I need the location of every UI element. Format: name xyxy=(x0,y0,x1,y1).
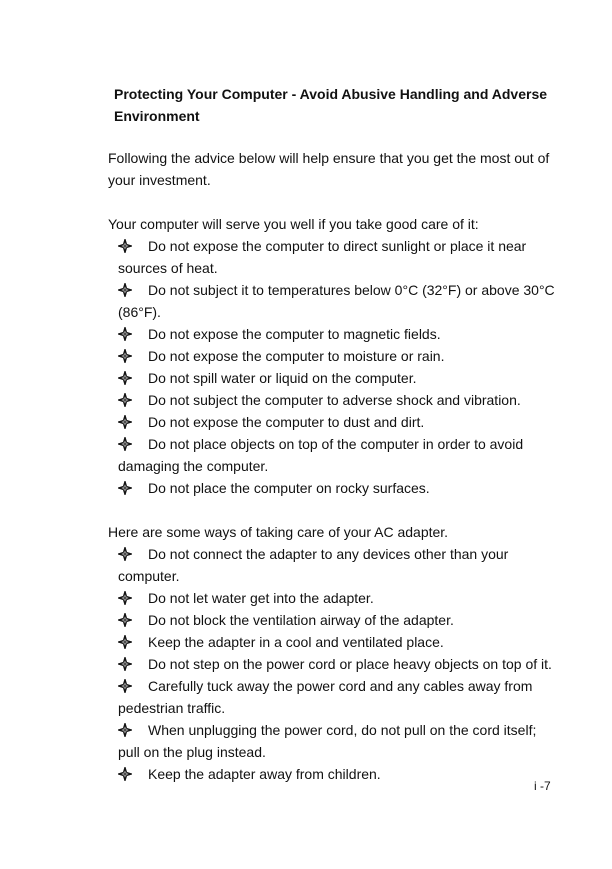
compass-star-icon xyxy=(118,239,134,253)
list-item: When unplugging the power cord, do not pull on the cord itself; pull on the plug instead. xyxy=(118,722,537,760)
compass-star-icon xyxy=(118,613,134,627)
list-item: Do not subject it to temperatures below 0°C (32°F) or above 30°C (86°F). xyxy=(118,282,555,320)
list-item: Do not step on the power cord or place heavy objects on top of it. xyxy=(108,653,558,675)
compass-star-icon xyxy=(118,679,134,693)
compass-star-icon xyxy=(118,591,134,605)
computer-care-lead: Your computer will serve you well if you take good care of it: xyxy=(108,216,479,232)
list-item: Carefully tuck away the power cord and any cables away from pedestrian traffic. xyxy=(118,678,533,716)
list-item: Do not place objects on top of the computer in order to avoid damaging the computer. xyxy=(118,436,524,474)
list-item: Do not expose the computer to magnetic fields. xyxy=(108,323,558,345)
adapter-care-list xyxy=(108,543,558,785)
list-item: Keep the adapter away from children. xyxy=(108,763,558,785)
page-number: i -7 xyxy=(534,779,551,793)
compass-star-icon xyxy=(118,547,134,561)
list-item: Do not expose the computer to dust and dirt. xyxy=(108,411,558,433)
page-title: Protecting Your Computer - Avoid Abusive Handling and Adverse Environment xyxy=(114,86,548,124)
list-item: Do not block the ventilation airway of the adapter. xyxy=(108,609,558,631)
intro-paragraph: Following the advice below will help ensure that you get the most out of your investment. xyxy=(108,150,550,188)
list-item: Do not place the computer on rocky surfaces. xyxy=(108,477,558,499)
compass-star-icon xyxy=(118,349,134,363)
compass-star-icon xyxy=(118,437,134,451)
list-item: Do not subject the computer to adverse shock and vibration. xyxy=(108,389,558,411)
compass-star-icon xyxy=(118,723,134,737)
compass-star-icon xyxy=(118,327,134,341)
list-item: Do not let water get into the adapter. xyxy=(108,587,558,609)
list-item: Do not expose the computer to moisture or rain. xyxy=(108,345,558,367)
compass-star-icon xyxy=(118,371,134,385)
list-item: Do not expose the computer to direct sunlight or place it near sources of heat. xyxy=(118,238,527,276)
compass-star-icon xyxy=(118,635,134,649)
list-item: Keep the adapter in a cool and ventilated place. xyxy=(108,631,558,653)
adapter-care-lead: Here are some ways of taking care of your AC adapter. xyxy=(108,524,449,540)
computer-care-list xyxy=(108,235,558,499)
list-item: Do not spill water or liquid on the computer. xyxy=(108,367,558,389)
compass-star-icon xyxy=(118,415,134,429)
compass-star-icon xyxy=(118,481,134,495)
list-item: Do not connect the adapter to any devices other than your computer. xyxy=(118,546,509,584)
compass-star-icon xyxy=(118,767,134,781)
compass-star-icon xyxy=(118,283,134,297)
compass-star-icon xyxy=(118,393,134,407)
compass-star-icon xyxy=(118,657,134,671)
